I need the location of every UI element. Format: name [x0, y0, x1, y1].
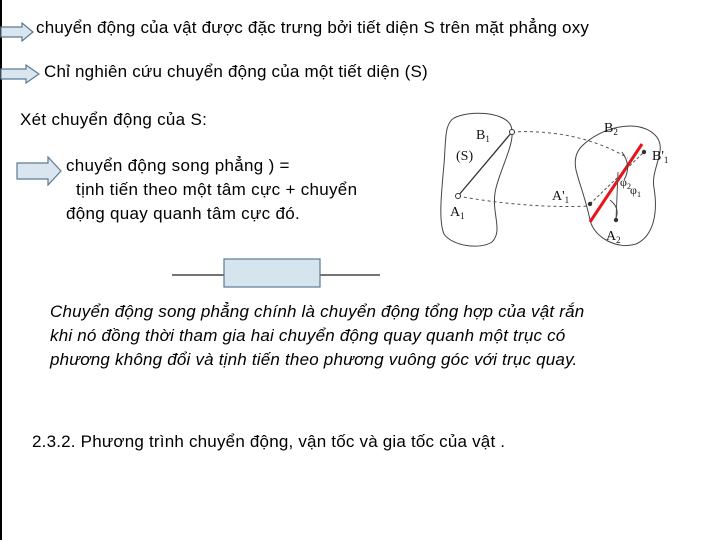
emphasis-paragraph	[50, 300, 584, 372]
point-a1p	[588, 202, 592, 206]
label-phi2: $\varphi_2$	[620, 175, 631, 191]
right-arrow-icon	[0, 64, 40, 84]
plane-motion-figure	[440, 108, 690, 250]
point-a2	[614, 218, 618, 222]
divider-block	[172, 258, 382, 288]
label-a1: $A_1$	[450, 205, 465, 221]
label-b1p: $B'_1$	[652, 149, 669, 165]
label-s: (S)	[456, 149, 474, 164]
label-b2: $B_2$	[604, 121, 618, 137]
point-b1	[510, 130, 515, 135]
definition-line: tịnh tiến theo một tâm cực + chuyển	[66, 180, 358, 199]
label-a2: $A_2$	[606, 229, 621, 245]
paragraph-line: khi nó đồng thời tham gia hai chuyển động quay quanh một trục có	[50, 326, 566, 345]
heading-line-2: Chỉ nghiên cứu chuyển động của một tiết diện (S)	[44, 62, 428, 81]
label-phi1: $\varphi_1$	[630, 183, 641, 199]
section-heading: 2.3.2. Phương trình chuyển động, vận tốc và gia tốc của vật .	[32, 432, 506, 451]
definition-text	[66, 154, 357, 226]
point-a1	[456, 194, 461, 199]
label-b1: $B_1$	[476, 128, 490, 144]
right-arrow-icon	[0, 22, 34, 42]
paragraph-line: phương không đổi và tịnh tiến theo phương vuông góc với trục quay.	[50, 350, 578, 369]
heading-line-1: chuyển động của vật được đặc trưng bởi tiết diện S trên mặt phẳng oxy	[36, 18, 590, 37]
definition-line: chuyển động song phẳng ) =	[66, 156, 290, 175]
paragraph-line: Chuyển động song phẳng chính là chuyển động tổng hợp của vật rắn	[50, 302, 585, 321]
right-arrow-icon	[16, 156, 62, 186]
point-b1p	[642, 150, 646, 154]
definition-line: động quay quanh tâm cực đó.	[66, 204, 301, 223]
label-a1p: $A'_1$	[552, 189, 570, 205]
section-intro: Xét chuyển động của S:	[20, 110, 208, 129]
